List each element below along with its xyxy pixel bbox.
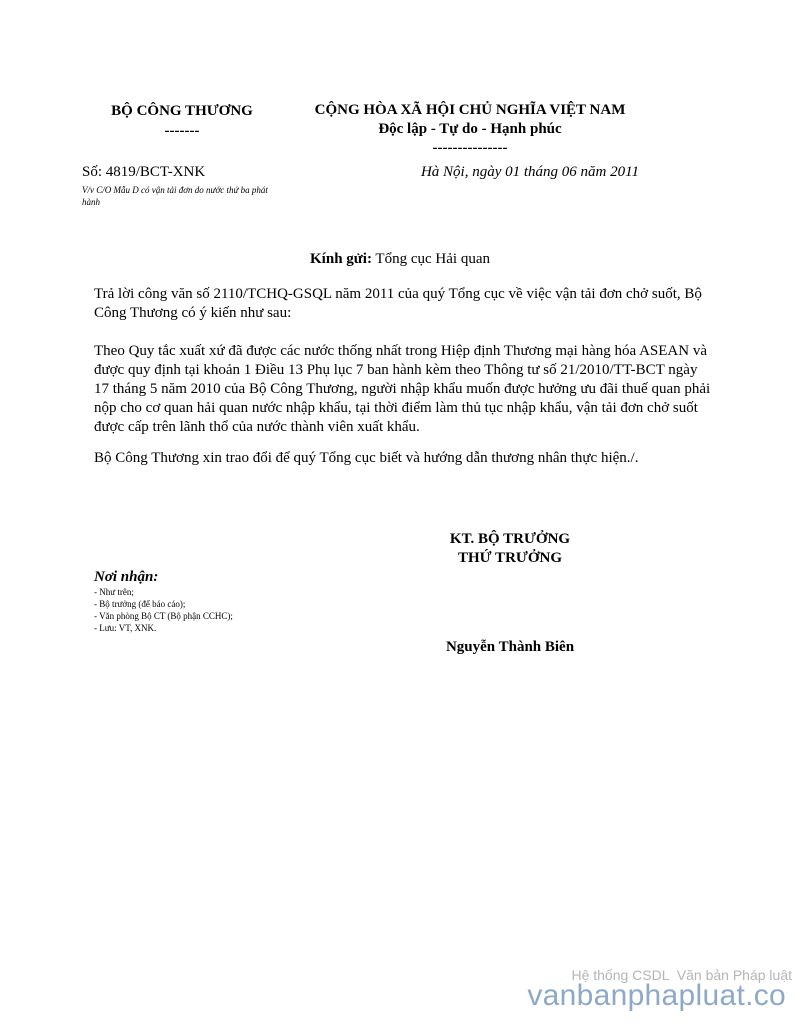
receiver-item: - Văn phòng Bộ CT (Bộ phận CCHC);: [94, 611, 233, 621]
body-paragraph-2: Theo Quy tắc xuất xứ đã được các nước thống nhất trong Hiệp định Thương mại hàng hóa ASEAN và được quy định tại khoản 1 Điều 13 Phụ lục 7 ban hành kèm theo Thông tư số 21/2010/TT-BCT ngày 17 tháng 5 năm 2010 của Bộ Công Thương, người nhập khẩu muốn được hưởng ưu đãi thuế quan phải nộp cho cơ quan hải quan nước nhập khẩu, tại thời điểm làm thủ tục nhập khẩu, vận tải đơn chở suốt được cấp trên lãnh thổ của nước thành viên xuất khẩu.: [94, 343, 711, 435]
receivers-list: [94, 586, 344, 634]
document-subject: V/v C/O Mẫu D có vận tải đơn do nước thứ ba phát hành: [82, 185, 268, 207]
recipient-label: Kính gửi:: [310, 251, 372, 267]
receivers-block: [94, 569, 344, 634]
national-motto-separator: ---------------: [432, 140, 508, 156]
national-motto: Độc lập - Tự do - Hạnh phúc: [378, 121, 562, 137]
body-paragraph-1: Trả lời công văn số 2110/TCHQ-GSQL năm 2011 của quý Tổng cục về việc vận tải đơn chở suốt, Bộ Công Thương có ý kiến như sau:: [94, 286, 702, 321]
document-date: Hà Nội, ngày 01 tháng 06 năm 2011: [420, 164, 640, 180]
recipient-line: [0, 251, 800, 268]
signature-title-block: [410, 530, 610, 568]
receiver-item: - Lưu: VT, XNK.: [94, 623, 157, 633]
document-number: Số: 4819/BCT-XNK: [82, 164, 206, 180]
signer-name: Nguyễn Thành Biên: [445, 639, 575, 655]
national-title: CỘNG HÒA XÃ HỘI CHỦ NGHĨA VIỆT NAM: [314, 102, 626, 118]
issuing-agency-separator: -------: [164, 123, 200, 139]
watermark-site: vanbanphapluat.co: [527, 979, 786, 1012]
national-title-block: [270, 101, 670, 158]
receivers-title: Nơi nhận:: [94, 569, 159, 585]
signature-title-line-2: THỨ TRƯỞNG: [457, 550, 563, 566]
receiver-item: - Bộ trưởng (để báo cáo);: [94, 599, 186, 609]
issuing-agency-name: BỘ CÔNG THƯƠNG: [111, 103, 253, 119]
recipient-name: Tổng cục Hải quan: [371, 251, 490, 267]
watermark-caption: Hệ thống CSDL Văn bản Pháp luật: [571, 967, 792, 983]
issuing-agency-block: [82, 101, 282, 141]
signature-title-line-1: KT. BỘ TRƯỞNG: [449, 531, 571, 547]
body-paragraph-3: Bộ Công Thương xin trao đổi để quý Tổng cục biết và hướng dẫn thương nhân thực hiện./.: [94, 450, 639, 466]
receiver-item: - Như trên;: [94, 587, 134, 597]
